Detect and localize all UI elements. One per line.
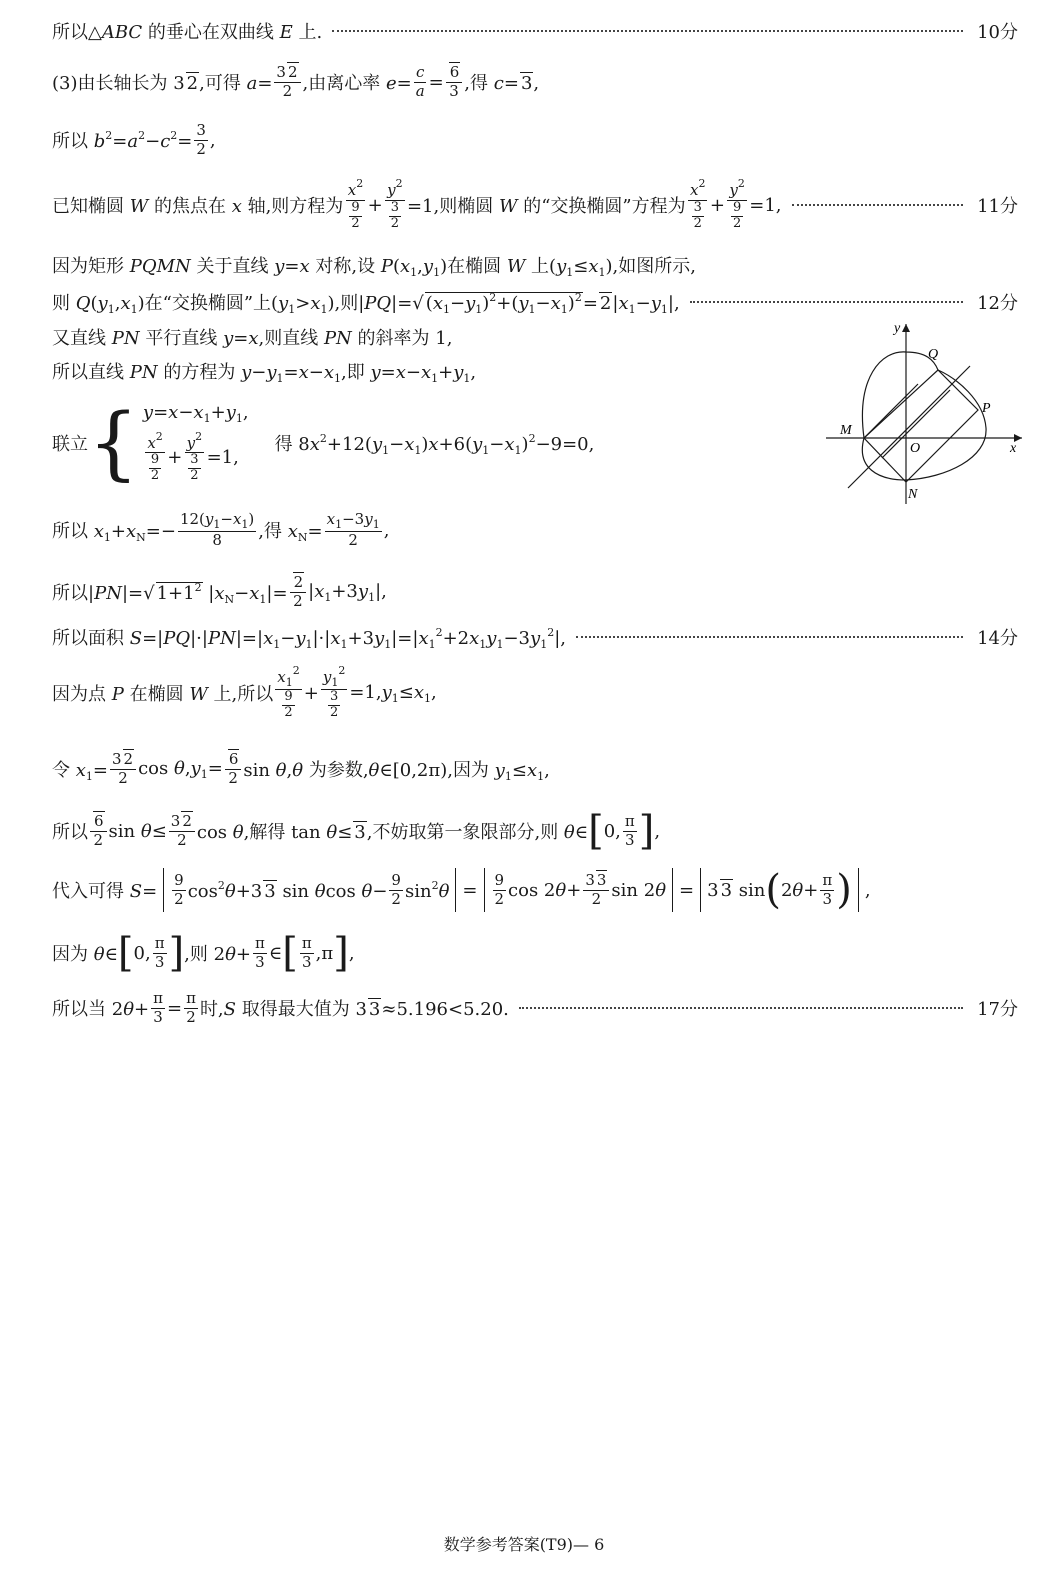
equation-system: { $y=x-x_1+y_1$, $\frac{x^2}{\frac{9}{2}}$ + $\frac{y^2}{\frac{3}{2}}$ =1,	[88, 396, 249, 489]
answer-line-17: 因为 θ∈ [ 0, $\frac{\pi}{3}$ ] ,则 2θ+ $\frac{\pi}{3}$ ∈ [ $\frac{\pi}{3}$ ,π ] ,	[52, 930, 355, 976]
label-m: M	[840, 423, 852, 438]
dot-leader	[792, 204, 964, 206]
answer-line-5: 因为矩形 PQMN 关于直线 y=x 对称,设 $P(x_1,y_1)$在椭圆 W 上$(y_1\le x_1)$,如图所示,	[52, 255, 696, 279]
answer-line-14: 令 $x_1=$ $\frac{3 2}{2}$ $\cos \theta,y_1=$ $\frac{6}{2}$ sin θ,θ 为参数,θ∈[0,2π),因为 $y_1\le x_1$,	[52, 750, 550, 787]
answer-line-6: 则 $Q(y_1,x_1)$在“交换椭圆”上$(y_1>x_1)$,则|PQ|=√ $(x_1-y_1)^2+(y_1-x_1)^2= 2|x_1-y_1|$, 12分	[52, 290, 1018, 316]
label-q: Q	[928, 347, 939, 362]
answer-line-13: 因为点 P 在椭圆 W 上,所以 $\frac{x_1^2}{\frac{9}{2}}$ + $\frac{y_1^2}{\frac{3}{2}}$ $=1,y_1\le x_1$,	[52, 663, 437, 721]
label-y: y	[894, 321, 901, 336]
answer-text: 所以△ABC 的垂心在双曲线 E 上.	[52, 22, 323, 43]
answer-line-3: 所以 $b^2=a^2-c^2=$ $\frac{3}{2}$ ,	[52, 121, 216, 158]
answer-line-4: 已知椭圆 W 的焦点在 x 轴,则方程为 $\frac{x^2}{\frac{9}{2}}$ + $\frac{y^2}{\frac{3}{2}}$ =1,则椭圆 W 的“交换椭圆”方程为 $\frac{x^2}{\frac{3}{2}}$ + $\frac{y^2}{\frac{9}{2}}$ =1, 11分	[52, 177, 1018, 231]
page-footer: 数学参考答案(T9)— 6	[443, 1535, 605, 1554]
answer-line-2: (3)由长轴长为 3 2,可得 a= $\frac{3 2}{2}$ ,由离心率 e= $\frac{c}{a}$ = $\frac{6}{3}$ ,得 c= 3,	[52, 63, 540, 100]
y-axis-arrow	[902, 324, 910, 332]
answer-line-18: 所以当 2θ+ $\frac{\pi}{3}$ = $\frac{\pi}{2}$ 时,S 取得最大值为 3 3≈5.196<5.20. 17分	[52, 989, 1018, 1026]
dot-leader	[332, 30, 963, 32]
score-label: 10分	[977, 22, 1018, 43]
answer-line-7: 又直线 PN 平行直线 y=x,则直线 PN 的斜率为 1,	[52, 328, 453, 349]
score-label: 11分	[977, 196, 1018, 217]
dot-leader	[576, 636, 963, 638]
label-n: N	[908, 487, 918, 502]
answer-line-1	[52, 16, 1018, 46]
answer-line-8: 所以直线 PN 的方程为 $y-y_1=x-x_1$,即 $y=x-x_1+y_1$,	[52, 361, 477, 385]
answer-line-10: 所以 $x_1+x_N=-$ $\frac{12(y_1-x_1)}{8}$ ,得 $x_N=$ $\frac{x_1-3y_1}{2}$ ,	[52, 509, 390, 550]
label-x: x	[1010, 441, 1017, 456]
label-p: P	[982, 401, 991, 416]
score-label: 17分	[977, 999, 1018, 1020]
dot-leader	[690, 301, 963, 303]
answer-line-11: 所以|PN|=√ $1+1^2$ $|x_N-x_1|=$ $\frac{2}{2}$ $|x_1+3y_1|$,	[52, 573, 387, 610]
score-label: 12分	[977, 293, 1018, 314]
label-o: O	[910, 441, 921, 456]
answer-line-12: 所以面积 $S=|PQ|\cdot|PN|=|x_1-y_1|\cdot|x_1+3y_1|=|x_1^2+2x_1y_1-3y_1^2|$, 14分	[52, 625, 1018, 651]
answer-line-9: 联立 { $y=x-x_1+y_1$, $\frac{x^2}{\frac{9}{2}}$ + $\frac{y^2}{\frac{3}{2}}$ =1, 得 $8x^2+12(y_1-x_1)x+6(y_1-x_1)^2-9=0$,	[52, 396, 595, 489]
answer-line-15: 所以 $\frac{6}{2}$ sin θ≤ $\frac{3 2}{2}$ cos θ,解得 tan θ≤ 3,不妨取第一象限部分,则 θ∈ [ 0, $\frac{\pi}{3}$ ] ,	[52, 808, 661, 854]
answer-line-16: 代入可得 S= $\frac{9}{2}$ $\cos^2\theta+3$ 3 sin θcos θ− $\frac{9}{2}$ $\sin^2\theta$ = $\frac{9}{2}$ cos 2θ+ $\frac{3 3}{2}$ sin 2θ = 3 3 sin ( 2θ+ $\frac{\pi}{3}$ ) ,	[52, 867, 871, 913]
score-label: 14分	[977, 628, 1018, 649]
dot-leader	[519, 1007, 963, 1009]
ellipse-rectangle-figure	[826, 318, 1026, 508]
